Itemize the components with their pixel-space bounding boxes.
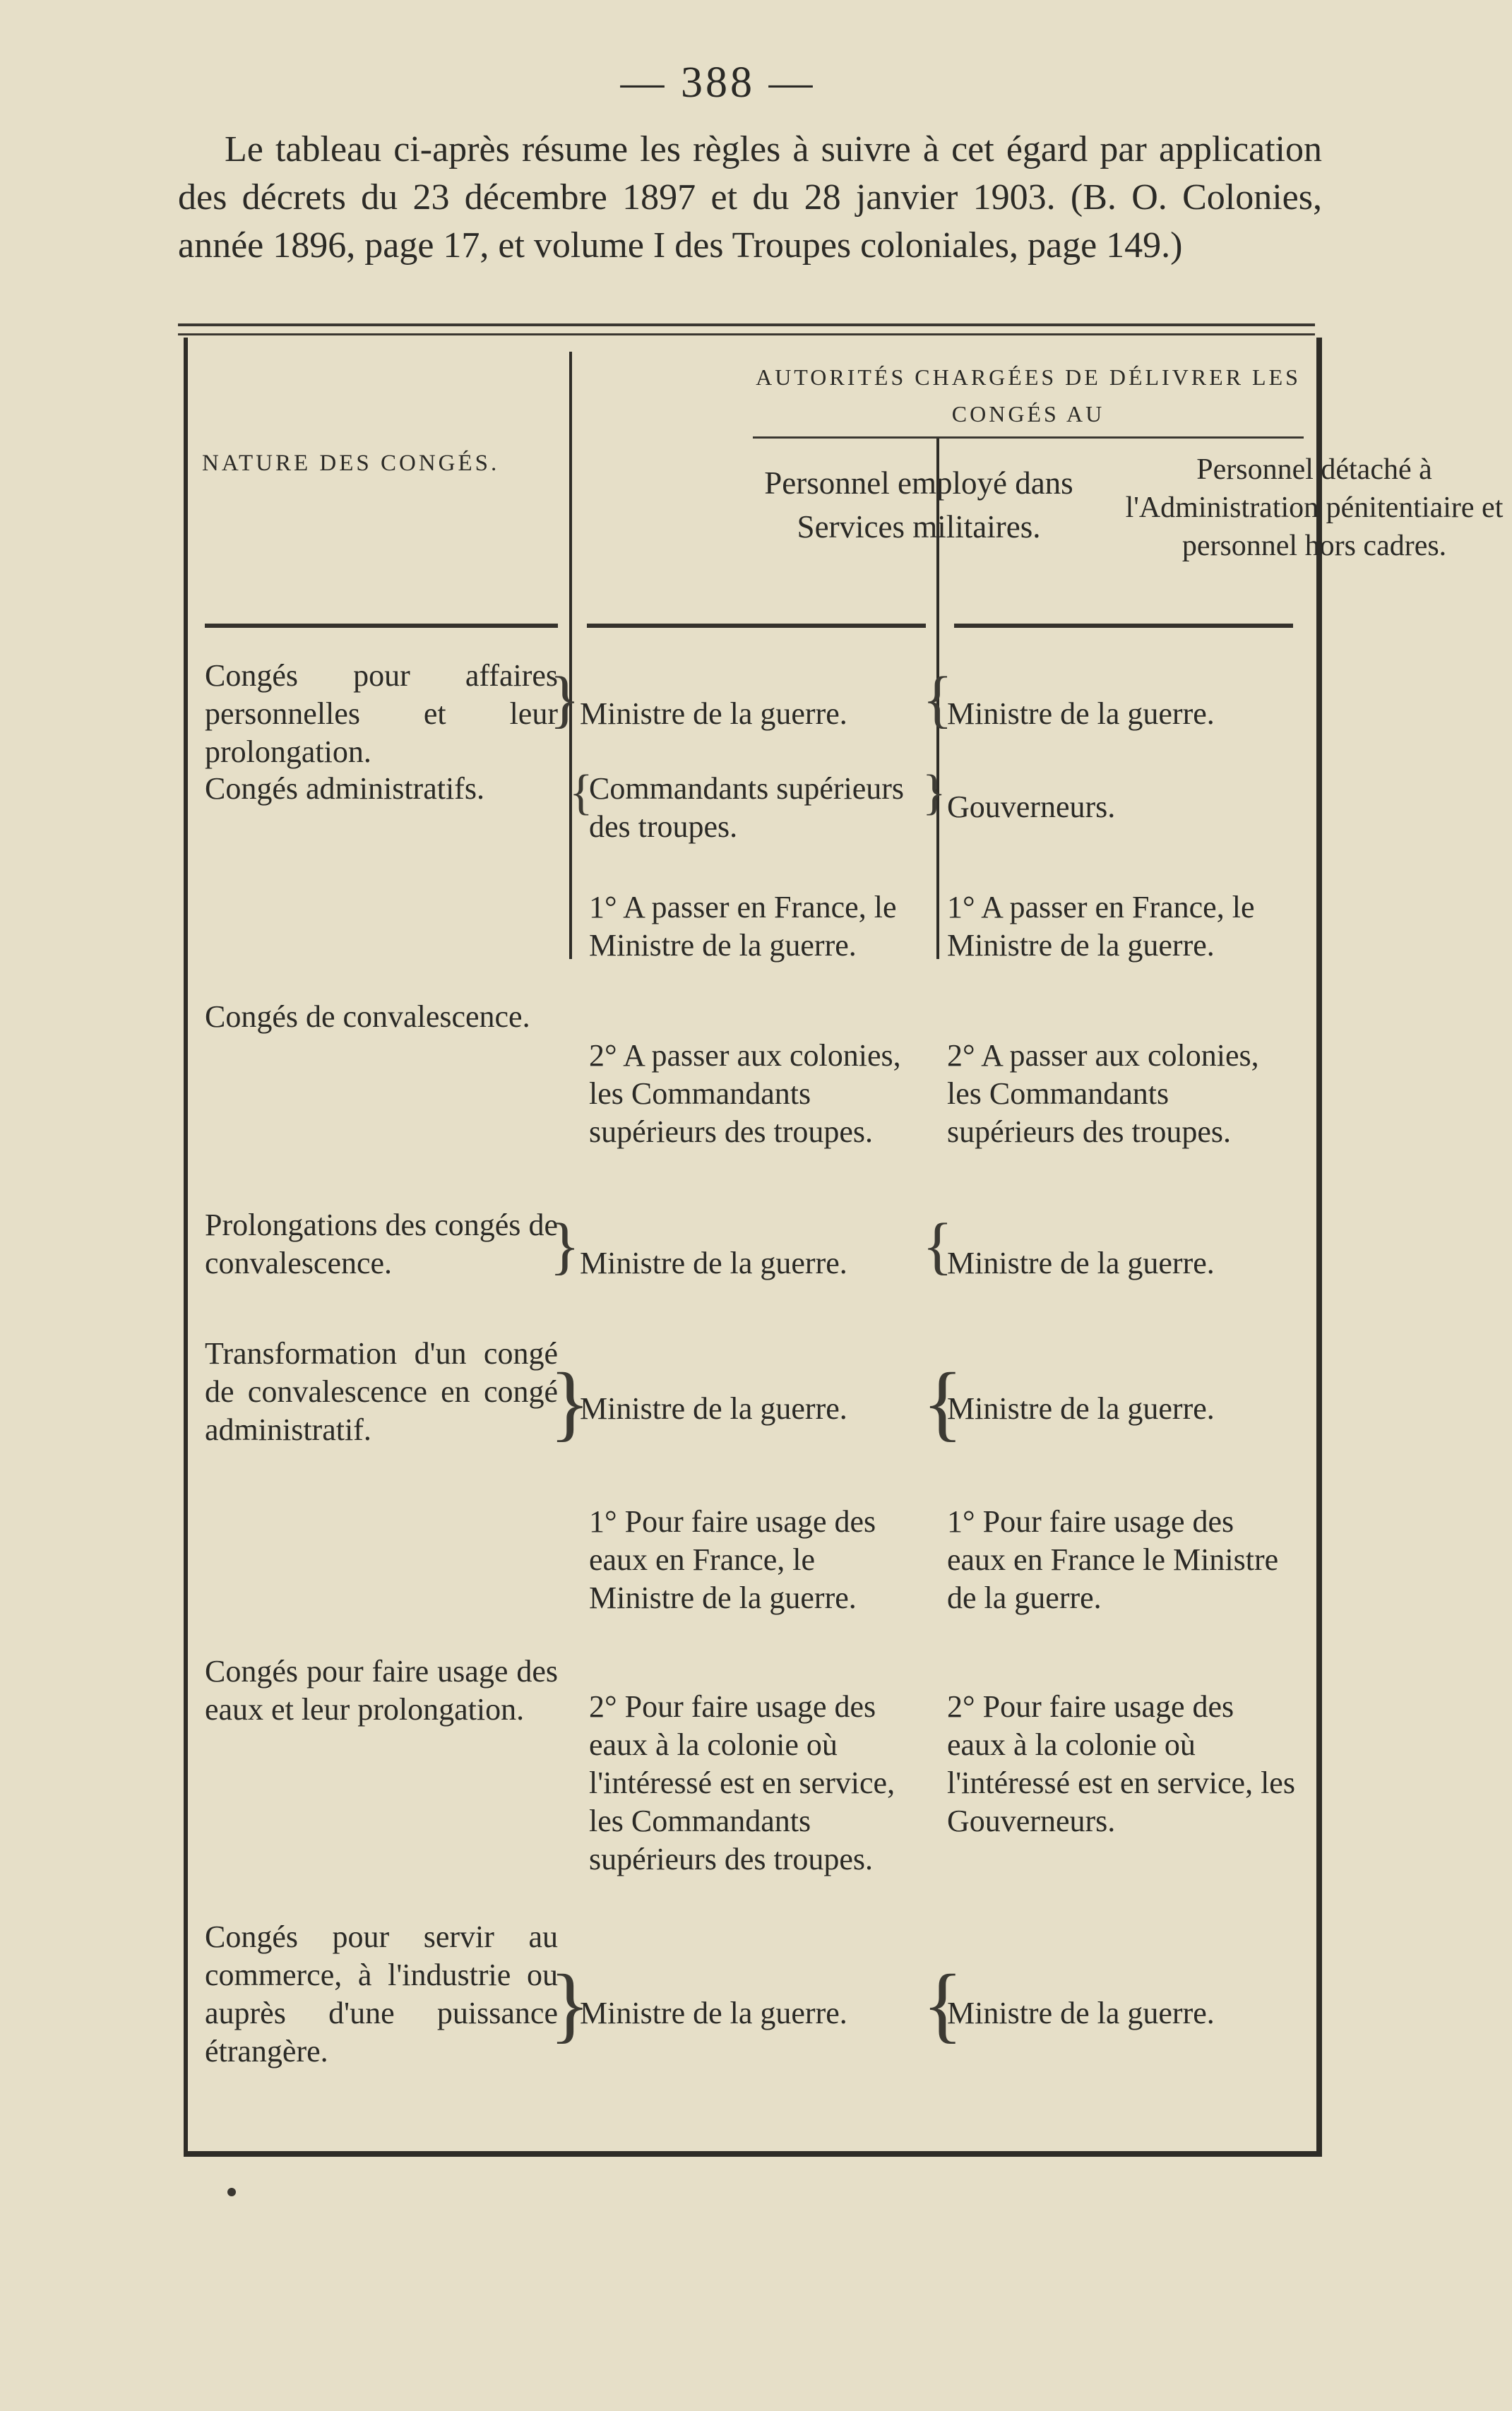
row3-detache-2: 2° A passer aux colonies, les Commandants supérieurs des troupes. bbox=[947, 1038, 1259, 1149]
row3-detache-1: 1° A passer en France, le Ministre de la guerre. bbox=[947, 890, 1255, 963]
brace-row2-b: } bbox=[922, 766, 946, 820]
row6-detache-1: 1° Pour faire usage des eaux en France le Ministre de la guerre. bbox=[947, 1504, 1279, 1615]
col-divider-1-header bbox=[569, 352, 572, 959]
brace-row2-a: { bbox=[569, 766, 593, 820]
row3-nature: Congés de convalescence. bbox=[205, 999, 530, 1034]
row6-militaires-1: 1° Pour faire usage des eaux en France, le Ministre de la guerre. bbox=[589, 1504, 876, 1615]
col2-header: Personnel employé dans Services militaires. bbox=[764, 465, 1073, 544]
page-number: — 388 — bbox=[620, 59, 816, 107]
intro-text: Le tableau ci-après résume les règles à suivre à cet égard par application des décrets du 23 décembre 1897 et du 28 janvier 1903. (B. O. Colonies, année 1896, page 17, et volume I des Troupes coloniales, page 149.) bbox=[178, 129, 1322, 266]
brace-row1-a: } bbox=[549, 665, 581, 734]
row7-detache: Ministre de la guerre. bbox=[947, 1996, 1215, 2030]
row6-nature: Congés pour faire usage des eaux et leur prolongation. bbox=[205, 1654, 558, 1727]
authorities-group-header: AUTORITÉS CHARGÉES DE DÉLIVRER LES CONGÉS AU bbox=[756, 364, 1301, 427]
row1-militaires: Ministre de la guerre. bbox=[580, 696, 847, 731]
ink-dot bbox=[227, 2188, 236, 2196]
header-bottom-rule-2 bbox=[587, 624, 926, 628]
row3-militaires-1: 1° A passer en France, le Ministre de la guerre. bbox=[589, 890, 897, 963]
brace-row4-b: { bbox=[922, 1211, 953, 1281]
conges-table bbox=[184, 338, 1504, 2157]
table-top-rule bbox=[178, 323, 1315, 335]
brace-row7-b: { bbox=[922, 1957, 963, 2051]
row3-militaires-2: 2° A passer aux colonies, les Commandants supérieurs des troupes. bbox=[589, 1038, 901, 1149]
row2-detache: Gouverneurs. bbox=[947, 790, 1116, 824]
row6-detache-2: 2° Pour faire usage des eaux à la colonie où l'intéressé est en service, les Gouverneurs. bbox=[947, 1689, 1295, 1838]
row5-detache: Ministre de la guerre. bbox=[947, 1391, 1215, 1426]
row4-detache: Ministre de la guerre. bbox=[947, 1246, 1215, 1280]
group-header-rule bbox=[753, 436, 1304, 439]
row5-nature: Transformation d'un congé de convalescence en congé administratif. bbox=[205, 1336, 558, 1447]
header-bottom-rule-3 bbox=[954, 624, 1293, 628]
intro-paragraph bbox=[178, 126, 1322, 270]
row4-nature: Prolongations des congés de convalescence. bbox=[205, 1208, 558, 1280]
row1-nature: Congés pour affaires personnelles et leur prolongation. bbox=[205, 658, 558, 769]
row4-militaires: Ministre de la guerre. bbox=[580, 1246, 847, 1280]
col1-header: NATURE DES CONGÉS. bbox=[202, 451, 500, 476]
brace-row5-a: } bbox=[549, 1355, 590, 1449]
header-bottom-rule-1 bbox=[205, 624, 558, 628]
row7-nature: Congés pour servir au commerce, à l'industrie ou auprès d'une puissance étrangère. bbox=[205, 1919, 558, 2068]
row2-nature: Congés administratifs. bbox=[205, 771, 484, 806]
brace-row4-a: } bbox=[549, 1211, 581, 1281]
brace-row7-a: } bbox=[549, 1957, 590, 2051]
row2-militaires: Commandants supérieurs des troupes. bbox=[589, 771, 905, 844]
row5-militaires: Ministre de la guerre. bbox=[580, 1391, 847, 1426]
brace-row1-b: { bbox=[922, 665, 953, 734]
row7-militaires: Ministre de la guerre. bbox=[580, 1996, 847, 2030]
col3-header: Personnel détaché à l'Administration pénitentiaire et personnel hors cadres. bbox=[1125, 453, 1504, 562]
brace-row5-b: { bbox=[922, 1355, 963, 1449]
row6-militaires-2: 2° Pour faire usage des eaux à la colonie où l'intéressé est en service, les Commandants supérieurs des troupes. bbox=[589, 1689, 895, 1876]
row1-detache: Ministre de la guerre. bbox=[947, 696, 1215, 731]
